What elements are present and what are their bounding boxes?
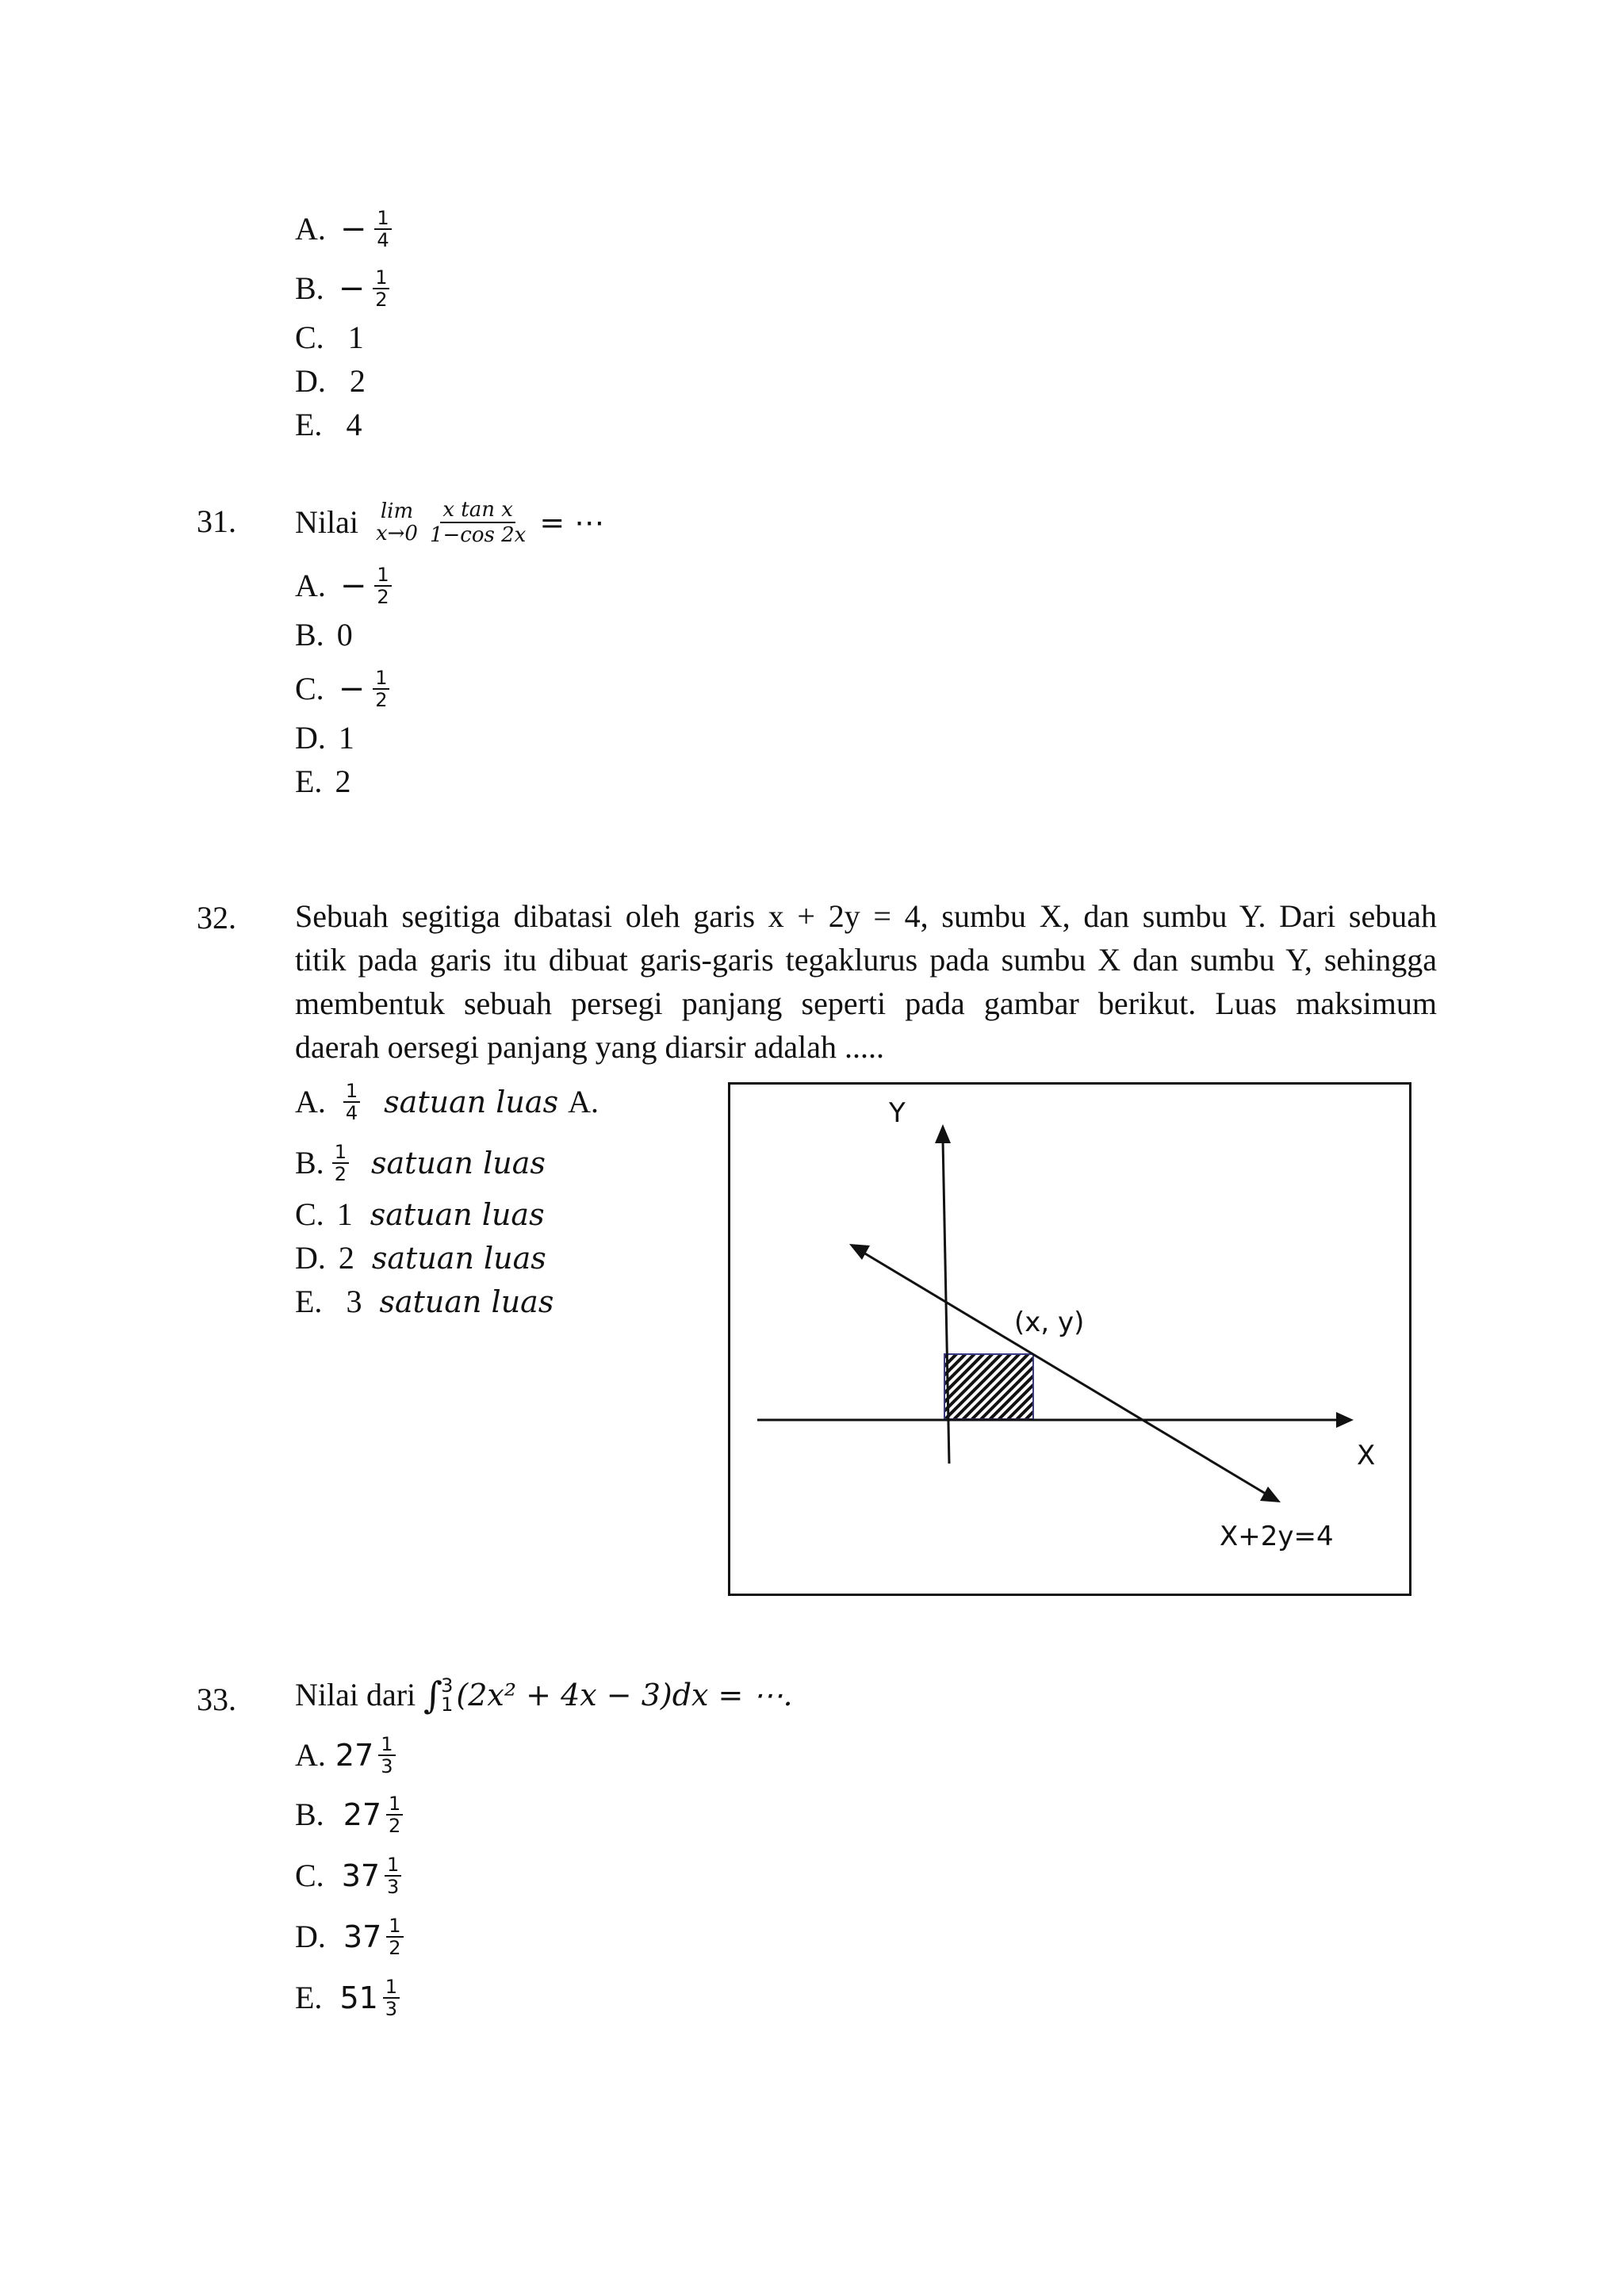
limit-fraction [427,498,528,547]
limit-word: lim [380,499,414,523]
paragraph-line: membentuk sebuah persegi panjang seperti pada gambar berikut. Luas maksimum [295,985,1437,1021]
q31-option-c [295,668,394,710]
option-label: E. [295,407,323,442]
line-x-plus-2y [864,1253,1266,1494]
option-value: 3 [346,1284,362,1319]
fraction [374,564,391,607]
minus-sign: − [339,568,367,604]
q33-option-a [295,1734,400,1777]
x-axis-arrowhead [1336,1412,1354,1428]
integral-sign: ∫ [423,1674,443,1716]
minus-sign: − [339,211,367,247]
unit-text: satuan luas [371,1241,546,1276]
integrand: (2x² + 4x − 3)dx = ⋯. [456,1678,793,1712]
q31-stem [295,498,604,547]
option-value: 2 [349,363,366,399]
integral [423,1676,453,1714]
y-axis-label: Y [889,1097,906,1129]
option-value: 1 [338,720,354,756]
mixed-whole: 27 [343,1797,382,1832]
fraction-numerator: 1 [374,564,391,587]
fraction [332,1142,349,1184]
option-label: B. [295,1797,324,1832]
mixed-whole: 37 [343,1919,382,1954]
fraction-denominator: 2 [389,1815,401,1837]
fraction-numerator: 1 [373,668,389,690]
fraction-denominator: 2 [389,1937,401,1959]
fraction [385,1854,401,1897]
option-label: D. [295,1240,326,1276]
mixed-whole: 51 [339,1980,378,2015]
q30-option-a [295,208,396,251]
line-label: X+2y=4 [1220,1521,1334,1552]
q33-option-e [295,1976,404,2019]
fraction [386,1793,403,1836]
option-value: 0 [336,617,353,652]
option-label: E. [295,1284,323,1319]
option-label: A. [295,211,326,247]
q32-option-b [295,1142,546,1184]
mixed-whole: 37 [341,1858,381,1893]
fraction-numerator: 1 [378,1734,395,1756]
unit-text: satuan luas [379,1284,554,1319]
q30-option-b [295,267,394,310]
option-label: B. [295,270,324,306]
option-value: 2 [335,763,351,799]
option-label: B. [295,1145,324,1181]
q31-option-b [295,616,353,654]
fraction-numerator: 1 [343,1081,360,1103]
option-label: D. [295,363,326,399]
diagram-svg [730,1085,1409,1594]
option-value: 1 [336,1196,353,1232]
q30-option-d [295,362,366,400]
unit-text: satuan luas [370,1146,546,1181]
question-text: Nilai [295,504,358,540]
q33-option-c [295,1854,406,1897]
fraction-numerator: x tan x [440,498,515,523]
y-axis-arrowhead [935,1124,951,1143]
option-label: C. [295,320,324,355]
fraction-numerator: 1 [386,1915,403,1938]
q30-option-c [295,319,364,357]
fraction-denominator: 4 [345,1102,358,1124]
question-number-33: 33. [197,1682,236,1717]
q33-stem [295,1676,793,1714]
option-value: 2 [338,1240,354,1276]
limit-operator [376,500,418,545]
question-number-31: 31. [197,503,236,539]
q32-diagram [728,1082,1411,1596]
minus-sign: − [338,671,366,707]
fraction [343,1081,360,1123]
option-value: 4 [346,407,362,442]
q32-option-e [295,1283,553,1321]
x-axis-label: X [1357,1440,1376,1471]
option-value: 1 [347,320,364,355]
q32-option-c [295,1196,545,1234]
question-number-32: 32. [197,900,236,936]
fraction [373,668,389,710]
q33-option-d [295,1915,408,1958]
q32-option-a [295,1081,599,1123]
fraction-denominator: 4 [377,229,389,251]
fraction-denominator: 3 [387,1876,400,1898]
q31-option-a [295,564,396,607]
option-label: E. [295,1980,323,2015]
q33-option-b [295,1793,408,1836]
paragraph-line: titik pada garis itu dibuat garis-garis tegaklurus pada sumbu X dan sumbu Y, sehingga [295,942,1437,978]
integral-lower-limit: 1 [441,1693,454,1716]
fraction-denominator: 3 [385,1998,398,2020]
option-label: E. [295,763,323,799]
limit-subscript: x→0 [375,522,418,545]
fraction-denominator: 1−cos 2x [429,523,527,547]
paragraph-line: Sebuah segitiga dibatasi oleh garis x + 2y = 4, sumbu X, dan sumbu Y. Dari sebuah [295,898,1437,934]
option-label: C. [295,671,324,706]
option-label: B. [295,617,324,652]
fraction-denominator: 2 [375,689,388,711]
fraction [374,208,391,251]
option-label: A. [295,1737,326,1773]
fraction [383,1976,400,2019]
fraction [378,1734,395,1777]
mixed-whole: 27 [335,1738,374,1773]
q30-option-e [295,406,362,444]
trailing-text: A. [568,1084,599,1119]
option-label: C. [295,1858,324,1893]
paragraph-line: daerah oersegi panjang yang diarsir adalah ..... [295,1029,885,1065]
question-text: Nilai dari [295,1677,416,1712]
equals-ellipsis: = ⋯ [539,505,605,540]
integral-limits [441,1676,453,1714]
fraction-numerator: 1 [385,1854,401,1877]
minus-sign: − [338,270,366,307]
fraction-denominator: 3 [381,1755,393,1777]
fraction-denominator: 2 [375,289,388,311]
fraction-numerator: 1 [383,1976,400,1999]
q31-option-e [295,763,350,801]
fraction [386,1915,403,1958]
fraction [373,267,389,310]
option-label: A. [295,568,326,603]
shaded-rectangle [944,1354,1033,1419]
fraction-numerator: 1 [373,267,389,289]
line-arrowhead-left [849,1244,870,1260]
option-label: C. [295,1196,324,1232]
integral-upper-limit: 3 [441,1674,454,1697]
q32-option-d [295,1239,546,1277]
q32-paragraph [295,894,1437,1069]
fraction-numerator: 1 [386,1793,403,1816]
unit-text: satuan luas [384,1085,559,1119]
point-label: (x, y) [1014,1307,1085,1338]
q31-option-d [295,719,354,757]
option-label: D. [295,1919,326,1954]
fraction-numerator: 1 [374,208,391,230]
option-label: D. [295,720,326,756]
fraction-numerator: 1 [332,1142,349,1164]
option-label: A. [295,1084,326,1119]
line-arrowhead-right [1260,1487,1281,1502]
fraction-denominator: 2 [377,586,389,608]
unit-text: satuan luas [370,1197,545,1232]
fraction-denominator: 2 [334,1163,347,1185]
